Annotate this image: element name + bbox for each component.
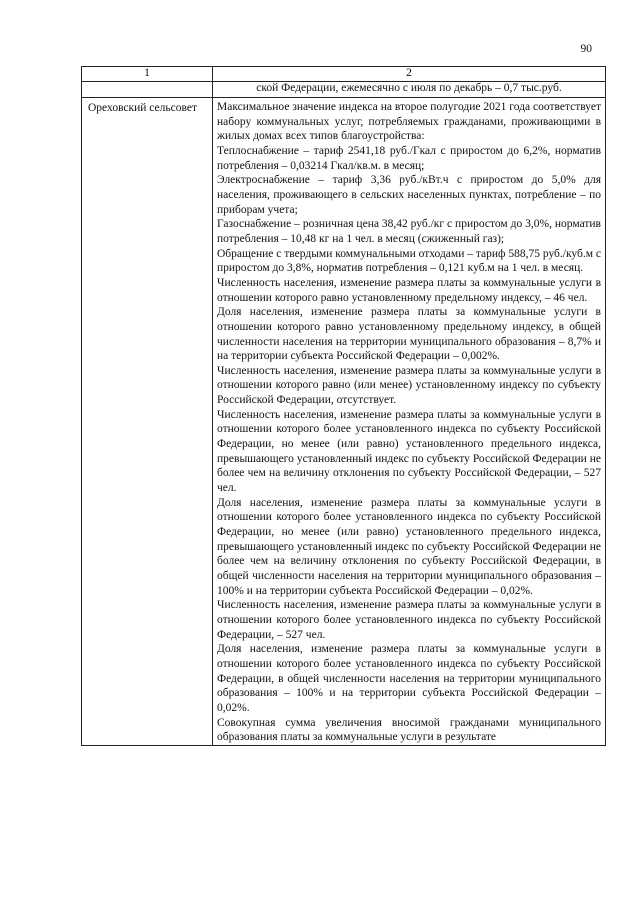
document-table bbox=[81, 66, 606, 746]
column-header-1: 1 bbox=[82, 67, 213, 82]
paragraph: Газоснабжение – розничная цена 38,42 руб./кг с приростом до 3,0%, норматив потребления – 10,48 кг на 1 чел. в месяц (сжиженный газ); bbox=[217, 218, 601, 245]
paragraph: Обращение с твердыми коммунальными отходами – тариф 588,75 руб./куб.м с приростом до 3,8%, норматив потребления – 0,121 куб.м на 1 чел. в месяц. bbox=[217, 247, 601, 275]
paragraph: Доля населения, изменение размера платы за коммунальные услуги в отношении которого равно установленному предельному индексу, в общей численности населения на территории муниципального образования – 8,7% и на территории субъекта Российской Федерации – 0,002%. bbox=[217, 306, 601, 363]
paragraph: Численность населения, изменение размера платы за коммунальные услуги в отношении которого равно (или менее) установленному индексу по субъекту Российской Федерации, отсутствует. bbox=[217, 364, 601, 407]
paragraph: Численность населения, изменение размера платы за коммунальные услуги в отношении которого более установленного индекса по субъекту Российской Федерации, – 527 чел. bbox=[217, 599, 601, 641]
page-number: 90 bbox=[580, 43, 592, 55]
region-description bbox=[213, 98, 606, 746]
table-header-row bbox=[82, 67, 606, 82]
paragraph: Численность населения, изменение размера платы за коммунальные услуги в отношении которого более установленного индекса по субъекту Российской Федерации, но менее (или равно) установленного предельного индекса, превышающего установленный индекс по субъекту Российской Федерации не более чем на величину отклонения по субъекту Российской Федерации, – 527 чел. bbox=[217, 408, 601, 495]
paragraph: Совокупная сумма увеличения вносимой гражданами муниципального образования платы за коммунальные услуги в результате bbox=[217, 716, 601, 744]
paragraph: Максимальное значение индекса на второе полугодие 2021 года соответствует набору коммунальных услуг, потребляемых гражданами, проживающими в жилых домах всех типов благоустройства: bbox=[217, 101, 601, 143]
continuation-text: ской Федерации, ежемесячно с июля по декабрь – 0,7 тыс.руб. bbox=[213, 82, 606, 98]
region-name: Ореховский сельсовет bbox=[82, 98, 213, 746]
paragraph: Доля населения, изменение размера платы за коммунальные услуги в отношении которого более установленного индекса по субъекту Российской Федерации, но менее (или равно) установленного предельного индекса, превышающего установленный индекс по субъекту Российской Федерации не более чем на величину отклонения по субъекту Российской Федерации, в общей численности населения на территории муниципального образования – 100% и на территории субъекта Российской Федерации – 0,02%. bbox=[217, 496, 601, 597]
paragraph: Численность населения, изменение размера платы за коммунальные услуги в отношении которого равно установленному предельному индексу, – 46 чел. bbox=[217, 276, 601, 304]
column-header-2: 2 bbox=[213, 67, 606, 82]
paragraph: Электроснабжение – тариф 3,36 руб./кВт.ч с приростом до 5,0% для населения, проживающего в сельских населенных пунктах, потребление – по приборам учета; bbox=[217, 174, 601, 216]
paragraph: Доля населения, изменение размера платы за коммунальные услуги в отношении которого более установленного индекса по субъекту Российской Федерации, в общей численности населения на территории муниципального образования – 100% и на территории субъекта Российской Федерации – 0,02%. bbox=[217, 643, 601, 714]
region-row bbox=[82, 98, 606, 746]
continuation-empty-cell bbox=[82, 82, 213, 98]
continuation-row bbox=[82, 82, 606, 98]
paragraph: Теплоснабжение – тариф 2541,18 руб./Гкал с приростом до 6,2%, норматив потребления – 0,03214 Гкал/кв.м. в месяц; bbox=[217, 144, 601, 172]
